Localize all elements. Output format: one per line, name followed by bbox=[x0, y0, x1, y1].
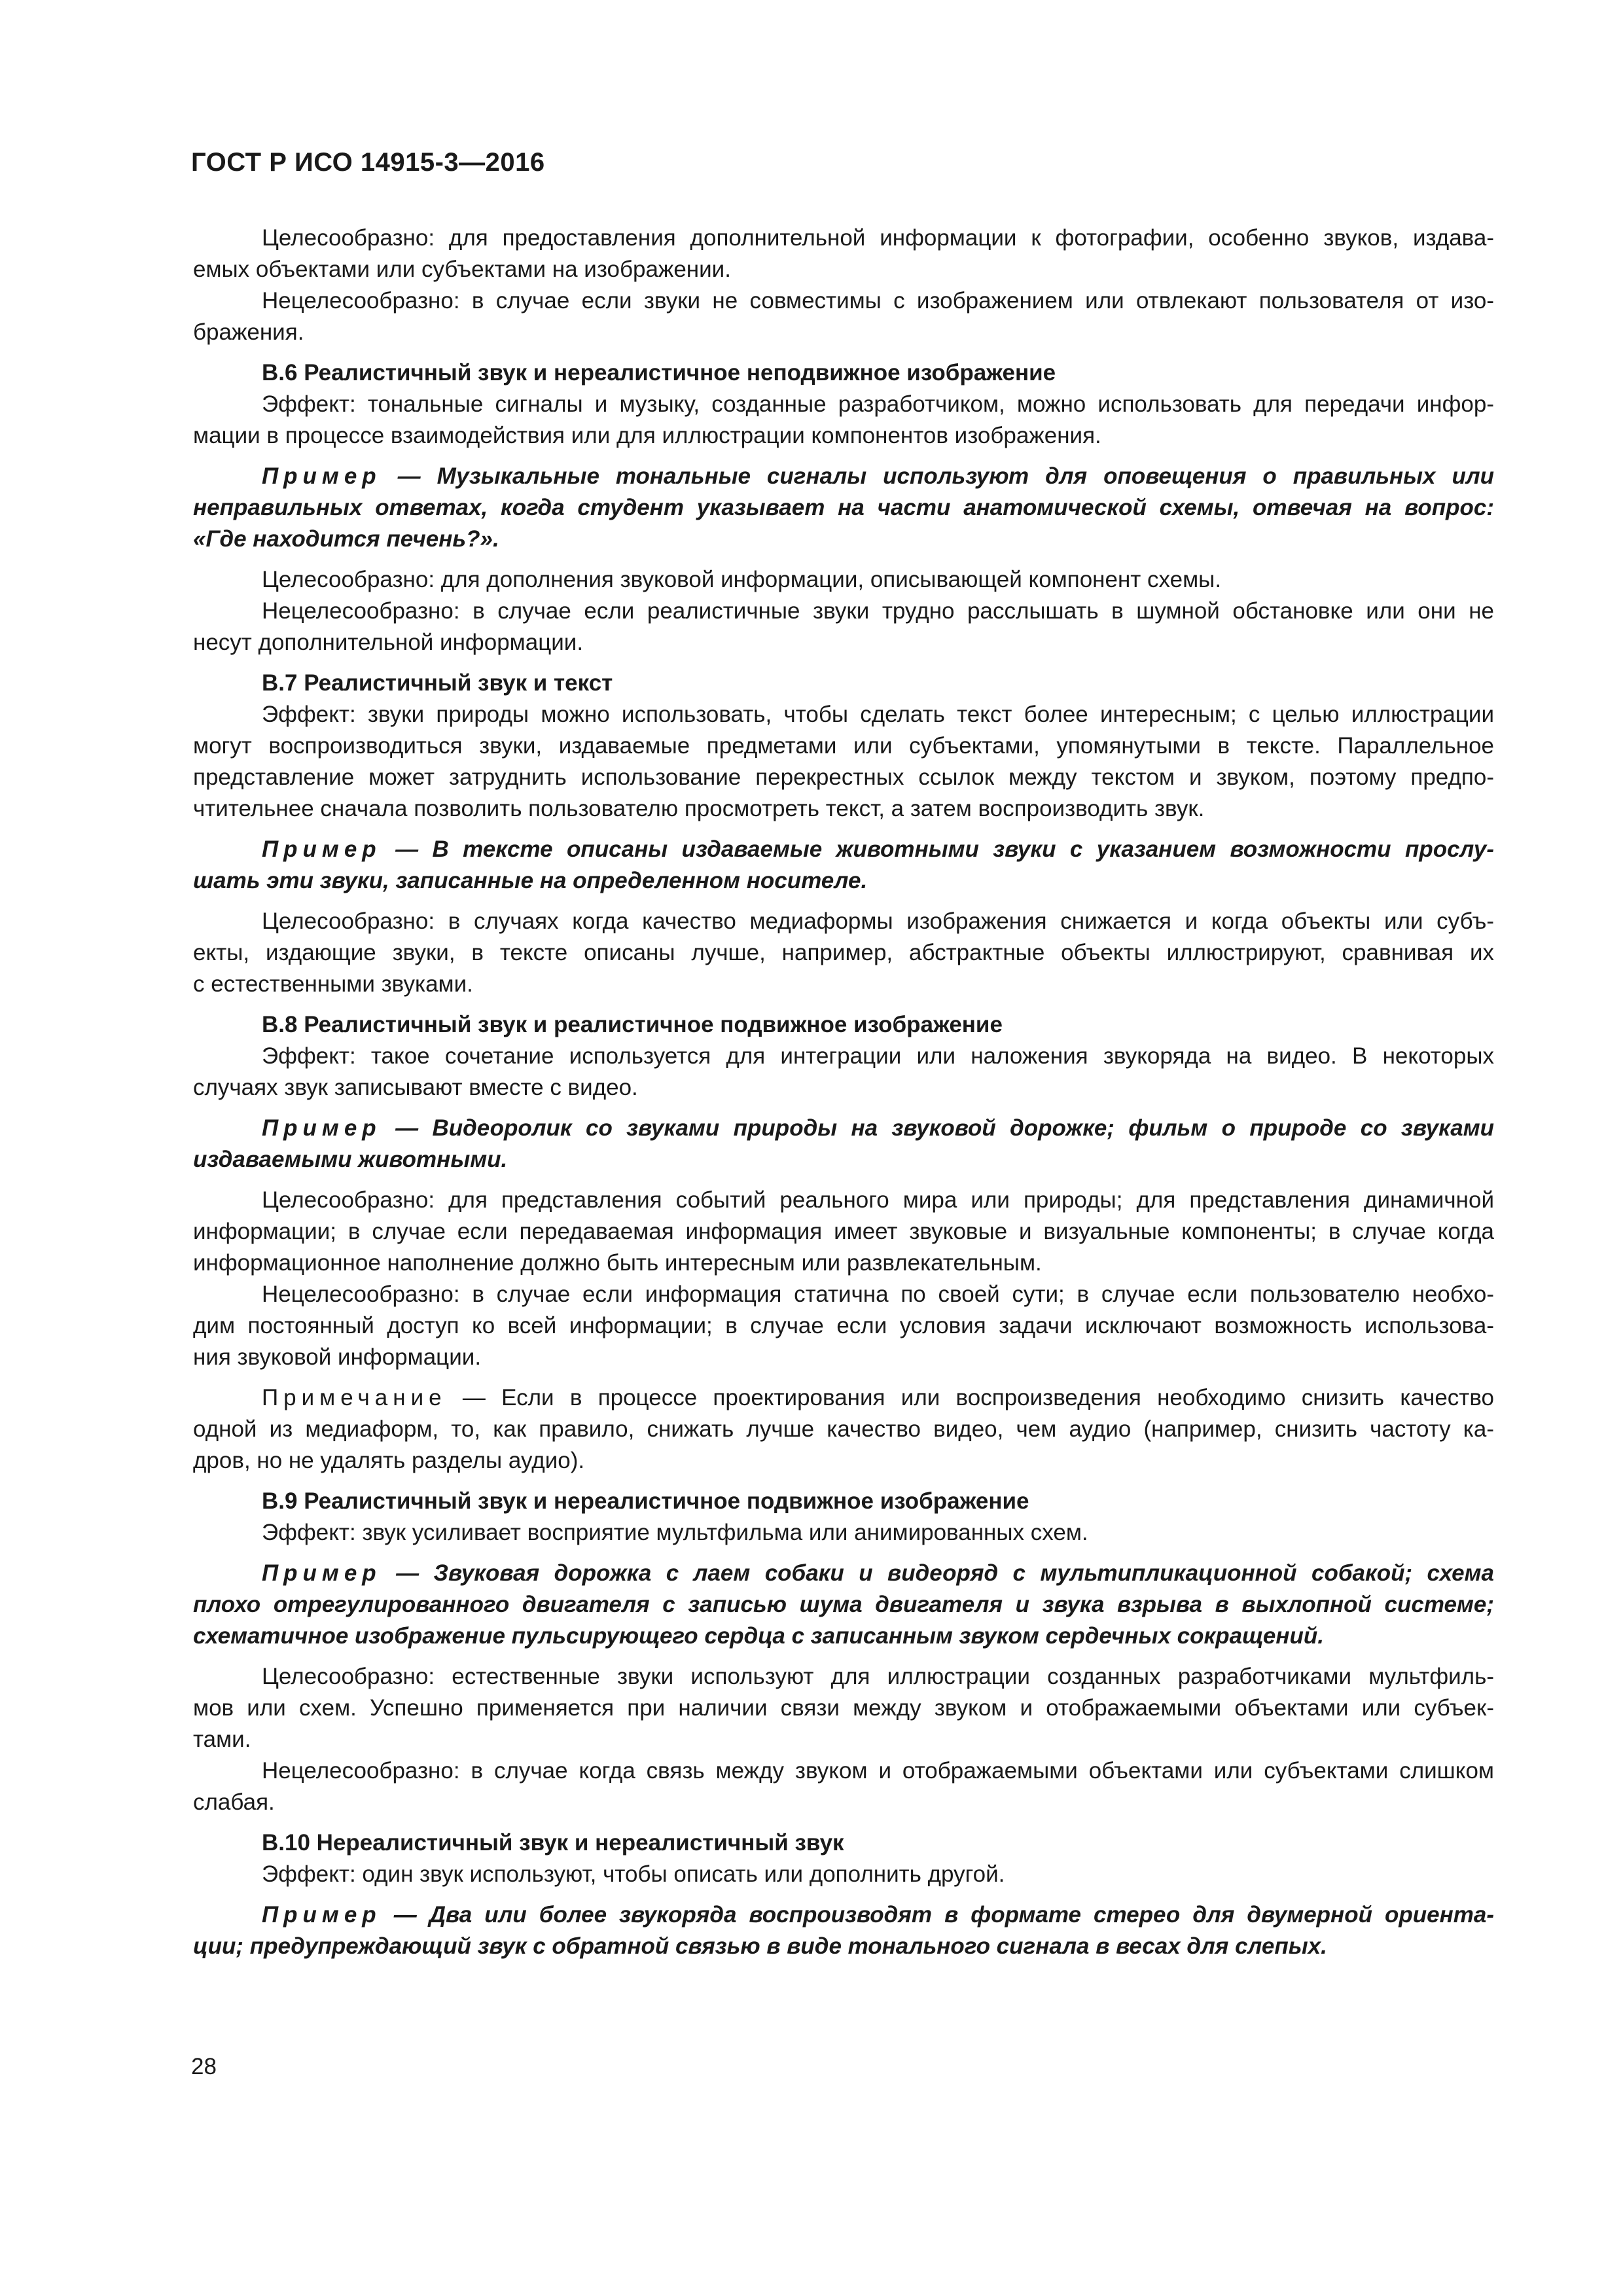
section-heading-b6: В.6 Реалистичный звук и нереалистичное неподвижное изображение bbox=[262, 360, 1056, 386]
paragraph-line: Нецелесообразно: в случае если реалистичные звуки трудно расслышать в шумной обстановке или они не bbox=[262, 598, 1494, 624]
paragraph-line: мов или схем. Успешно применяется при наличии связи между звуком и отображаемыми объектами или субъек- bbox=[193, 1695, 1494, 1721]
paragraph-line: Целесообразно: в случаях когда качество медиаформы изображения снижается и когда объекты или субъ- bbox=[262, 908, 1494, 934]
example-text: — Музыкальные тональные сигналы используют для оповещения о правильных или bbox=[397, 463, 1494, 489]
paragraph-line: Эффект: один звук используют, чтобы описать или дополнить другой. bbox=[262, 1861, 1005, 1887]
paragraph-line: Эффект: звуки природы можно использовать, чтобы сделать текст более интересным; с целью иллюстрации bbox=[262, 702, 1494, 727]
paragraph-line: тами. bbox=[193, 1727, 251, 1752]
paragraph-line: представление может затруднить использование перекрестных ссылок между текстом и звуком, поэтому предпо- bbox=[193, 764, 1494, 790]
paragraph-line: Эффект: такое сочетание используется для интеграции или наложения звукоряда на видео. В некоторых bbox=[262, 1043, 1494, 1069]
paragraph-line: слабая. bbox=[193, 1789, 275, 1815]
example-label: Пример bbox=[262, 1560, 382, 1586]
section-heading-b8: В.8 Реалистичный звук и реалистичное подвижное изображение bbox=[262, 1012, 1003, 1037]
example-text: шать эти звуки, записанные на определенном носителе. bbox=[193, 868, 868, 893]
paragraph-line: Целесообразно: для предоставления дополнительной информации к фотографии, особенно звуков, издава- bbox=[262, 225, 1494, 251]
example-label: Пример bbox=[262, 836, 382, 862]
paragraph-line: бражения. bbox=[193, 319, 304, 345]
example-label: Пример bbox=[262, 1902, 382, 1928]
example-text: плохо отрегулированного двигателя с записью шума двигателя и звука взрыва в выхлопной системе; bbox=[193, 1592, 1494, 1617]
page-title: ГОСТ Р ИСО 14915-3—2016 bbox=[191, 148, 545, 177]
paragraph-line: Нецелесообразно: в случае если информация статична по своей сути; в случае если пользователю необхо- bbox=[262, 1282, 1494, 1307]
example-text: — Два или более звукоряда воспроизводят в формате стерео для двумерной ориента- bbox=[393, 1902, 1494, 1928]
example-text: «Где находится печень?». bbox=[193, 526, 499, 552]
section-heading-b9: В.9 Реалистичный звук и нереалистичное подвижное изображение bbox=[262, 1488, 1029, 1514]
example-block bbox=[193, 834, 1494, 897]
note-label: Примечание bbox=[262, 1385, 447, 1410]
example-block bbox=[193, 1899, 1494, 1962]
note-text: — Если в процессе проектирования или воспроизведения необходимо снизить качество bbox=[462, 1385, 1494, 1410]
paragraph-line: чтительнее сначала позволить пользователю просмотреть текст, а затем воспроизводить звук. bbox=[193, 796, 1205, 821]
example-text: неправильных ответах, когда студент указывает на части анатомической схемы, отвечая на вопрос: bbox=[193, 495, 1494, 520]
paragraph-line: Целесообразно: для дополнения звуковой информации, описывающей компонент схемы. bbox=[262, 567, 1222, 592]
paragraph-line: ния звуковой информации. bbox=[193, 1344, 482, 1370]
paragraph-line: Нецелесообразно: в случае если звуки не совместимы с изображением или отвлекают пользователя от изо- bbox=[262, 288, 1494, 314]
example-text: — Звуковая дорожка с лаем собаки и видеоряд с мультипликационной собакой; схема bbox=[396, 1560, 1494, 1586]
paragraph-line: Эффект: звук усиливает восприятие мультфильма или анимированных схем. bbox=[262, 1520, 1088, 1545]
section-heading-b10: В.10 Нереалистичный звук и нереалистичный звук bbox=[262, 1830, 844, 1856]
paragraph-line: информации; в случае если передаваемая информация имеет звуковые и визуальные компоненты; в случае когда bbox=[193, 1219, 1494, 1244]
paragraph-line: Целесообразно: для представления событий реального мира или природы; для представления динамичной bbox=[262, 1187, 1494, 1213]
paragraph-line: могут воспроизводиться звуки, издаваемые предметами или субъектами, упомянутыми в тексте. Параллельное bbox=[193, 733, 1494, 759]
example-text: схематичное изображение пульсирующего сердца с записанным звуком сердечных сокращений. bbox=[193, 1623, 1325, 1649]
note-text: дров, но не удалять разделы аудио). bbox=[193, 1448, 585, 1473]
paragraph-line: емых объектами или субъектами на изображении. bbox=[193, 257, 731, 282]
paragraph-line: несут дополнительной информации. bbox=[193, 630, 584, 655]
example-text: издаваемыми животными. bbox=[193, 1147, 508, 1172]
section-heading-b7: В.7 Реалистичный звук и текст bbox=[262, 670, 613, 696]
example-block bbox=[193, 461, 1494, 555]
paragraph-line: мации в процессе взаимодействия или для иллюстрации компонентов изображения. bbox=[193, 423, 1101, 448]
paragraph-line: Целесообразно: естественные звуки используют для иллюстрации созданных разработчиками мультфиль- bbox=[262, 1664, 1494, 1689]
paragraph-line: случаях звук записывают вместе с видео. bbox=[193, 1075, 638, 1100]
paragraph-line: информационное наполнение должно быть интересным или развлекательным. bbox=[193, 1250, 1042, 1276]
example-label: Пример bbox=[262, 463, 382, 489]
document-body bbox=[193, 223, 1494, 1971]
paragraph-line: с естественными звуками. bbox=[193, 971, 473, 997]
page-number: 28 bbox=[191, 2054, 217, 2079]
paragraph-line: екты, издающие звуки, в тексте описаны лучше, например, абстрактные объекты иллюстрируют, сравнивая их bbox=[193, 940, 1494, 965]
example-text: — Видеоролик со звуками природы на звуковой дорожке; фильм о природе со звуками bbox=[395, 1115, 1495, 1141]
example-label: Пример bbox=[262, 1115, 382, 1141]
note-text: одной из медиаформ, то, как правило, снижать лучше качество видео, чем аудио (например, снизить частоту ка- bbox=[193, 1416, 1494, 1442]
example-block bbox=[193, 1558, 1494, 1652]
paragraph-line: дим постоянный доступ ко всей информации; в случае если условия задачи исключают возможность использова- bbox=[193, 1313, 1494, 1338]
paragraph-line: Эффект: тональные сигналы и музыку, созданные разработчиком, можно использовать для передачи инфор- bbox=[262, 391, 1494, 417]
example-text: ции; предупреждающий звук с обратной связью в виде тонального сигнала в весах для слепых. bbox=[193, 1933, 1327, 1959]
paragraph-line: Нецелесообразно: в случае когда связь между звуком и отображаемыми объектами или субъектами слишком bbox=[262, 1758, 1494, 1784]
example-text: — В тексте описаны издаваемые животными звуки с указанием возможности прослу- bbox=[395, 836, 1494, 862]
note-block bbox=[193, 1382, 1494, 1477]
example-block bbox=[193, 1113, 1494, 1175]
